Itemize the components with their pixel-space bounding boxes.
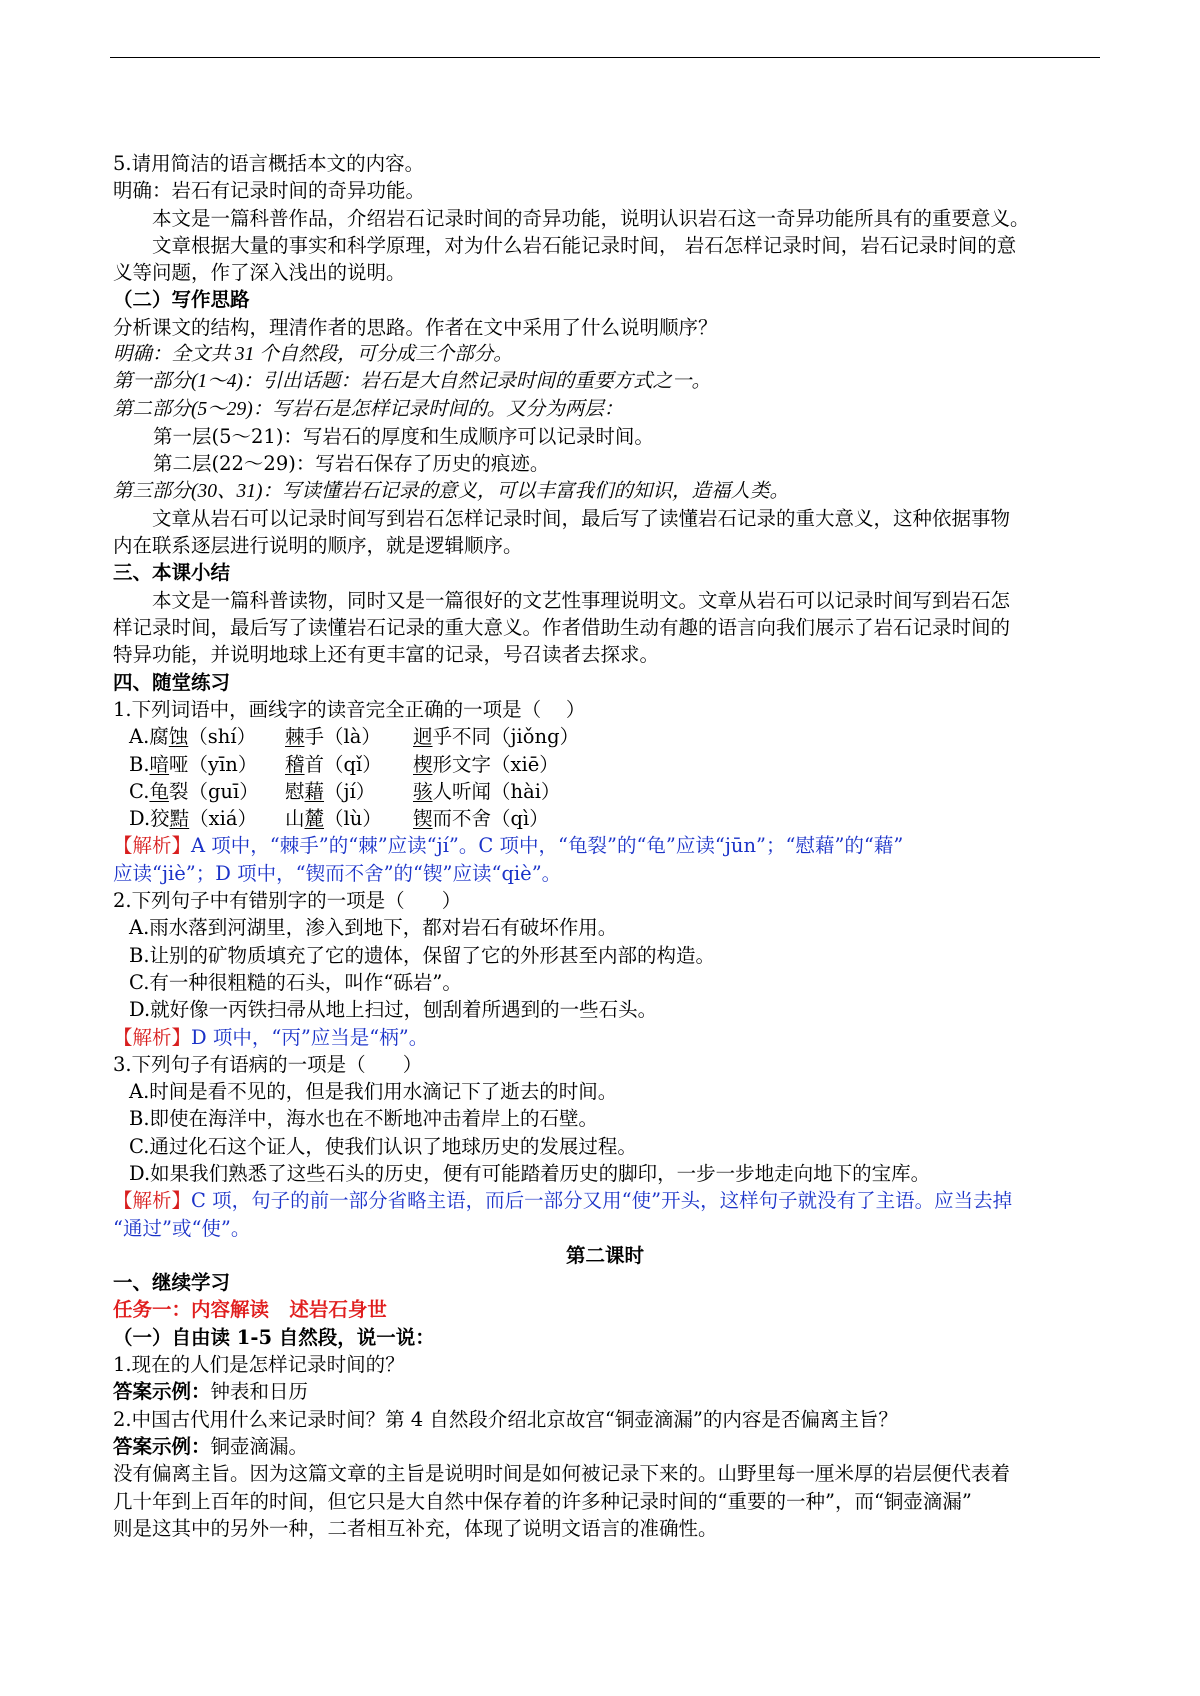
lesson-2-question-1: 1.现在的人们是怎样记录时间的？: [113, 1353, 405, 1377]
exercise-3-analysis: [113, 1187, 1097, 1214]
paragraph: 文章根据大量的事实和科学原理，对为什么岩石能记录时间， 岩石怎样记录时间，岩石记录时间的意: [152, 233, 1017, 257]
text: 而不舍（qì）: [432, 807, 549, 831]
text: （jí）: [324, 779, 376, 803]
underlined-char: 蚀: [168, 725, 189, 749]
task-heading: 任务一：内容解读 述岩石身世: [113, 1298, 387, 1322]
document-body: [113, 150, 1097, 1542]
text: 手（là）: [304, 725, 381, 749]
analysis-tag: 【解析】: [113, 1025, 192, 1049]
underlined-char: 黠: [169, 807, 190, 831]
section-heading: 三、本课小结: [113, 561, 231, 585]
text: 慰: [285, 779, 305, 803]
text: 首（qǐ）: [304, 752, 382, 776]
underlined-char: 麓: [304, 807, 325, 831]
paragraph: 本文是一篇科普读物，同时又是一篇很好的文艺性事理说明文。文章从岩石可以记录时间写到岩石怎: [152, 588, 1011, 612]
exercise-3-option-d: D.如果我们熟悉了这些石头的历史，便有可能踏着历史的脚印，一步一步地走向地下的宝库。: [129, 1161, 931, 1185]
text: （shí）: [188, 725, 257, 749]
underlined-char: 楔: [413, 752, 433, 776]
lesson-2-answer-2: [113, 1433, 1097, 1460]
paragraph: 内在联系逐层进行说明的顺序，就是逻辑顺序。: [113, 534, 523, 558]
text: （lù）: [324, 807, 382, 831]
paragraph: 义等问题，作了深入浅出的说明。: [113, 261, 406, 285]
structure-part-1: 第一部分(1～4)：引出话题：岩石是大自然记录时间的重要方式之一。: [113, 371, 711, 393]
text: D.狡: [129, 807, 170, 831]
lesson-2-answer-1: [113, 1378, 1097, 1405]
answer-text: 铜壶滴漏。: [210, 1434, 309, 1458]
sub-heading: （一）自由读 1-5 自然段，说一说：: [113, 1325, 435, 1349]
text: A.腐: [129, 725, 169, 749]
answer-text: 钟表和日历: [210, 1380, 309, 1404]
text: B.: [129, 752, 150, 776]
exercise-1-analysis-cont: 应读“jiè”；D 项中，“锲而不舍”的“锲”应读“qiè”。: [113, 861, 562, 885]
underlined-char: 喑: [149, 752, 170, 776]
structure-layer-1: 第一层(5～21)：写岩石的厚度和生成顺序可以记录时间。: [153, 424, 654, 448]
analysis-text: D 项中，“丙”应当是“柄”。: [191, 1025, 429, 1049]
text: 山: [285, 807, 305, 831]
underlined-char: 棘: [285, 725, 305, 749]
analysis-tag: 【解析】: [113, 834, 192, 858]
text: C.: [129, 779, 150, 803]
text: 哑（yīn）: [169, 752, 258, 776]
paragraph: 特异功能，并说明地球上还有更丰富的记录，号召读者去探求。: [113, 643, 660, 667]
underlined-char: 龟: [149, 779, 169, 803]
exercise-3-question: 3.下列句子有语病的一项是（ ）: [113, 1052, 423, 1076]
exercise-1-option-d: [113, 805, 1097, 832]
exercise-1-analysis: [113, 832, 1097, 859]
exercise-2-analysis: [113, 1024, 1097, 1051]
underlined-char: 藉: [304, 779, 325, 803]
exercise-3-analysis-cont: “通过”或“使”。: [113, 1216, 251, 1240]
lesson-2-question-2: 2.中国古代用什么来记录时间？第 4 自然段介绍北京故宫“铜壶滴漏”的内容是否偏离主旨？: [113, 1407, 898, 1431]
question-5-answer: 明确：岩石有记录时间的奇异功能。: [113, 179, 426, 203]
paragraph: 则是这其中的另外一种，二者相互补充，体现了说明文语言的准确性。: [113, 1516, 718, 1540]
exercise-2-option-c: C.有一种很粗糙的石头，叫作“砾岩”。: [129, 970, 462, 994]
section-heading: 四、随堂练习: [113, 670, 231, 694]
lesson-2-title: 第二课时: [565, 1243, 644, 1267]
exercise-2-question: 2.下列句子中有错别字的一项是（ ）: [113, 889, 462, 913]
answer-tag: 答案示例：: [113, 1434, 211, 1458]
structure-part-2: 第二部分(5～29)：写岩石是怎样记录时间的。又分为两层：: [113, 398, 624, 420]
section-heading: （二）写作思路: [113, 288, 250, 312]
exercise-2-option-a: A.雨水落到河湖里，渗入到地下，都对岩石有破坏作用。: [129, 916, 618, 940]
analysis-text: A 项中，“棘手”的“棘”应读“jí”。C 项中，“龟裂”的“龟”应读“jūn”；“慰藉”的“藉”: [191, 834, 904, 858]
text: （xiá）: [189, 807, 258, 831]
exercise-2-option-b: B.让别的矿物质填充了它的遗体，保留了它的外形甚至内部的构造。: [129, 943, 716, 967]
paragraph: 样记录时间，最后写了读懂岩石记录的重大意义。作者借助生动有趣的语言向我们展示了岩石记录时间的: [113, 616, 1011, 640]
underlined-char: 稽: [285, 752, 305, 776]
exercise-1-option-b: [113, 751, 1097, 778]
underlined-char: 锲: [413, 807, 433, 831]
exercise-1-question: 1.下列词语中，画线字的读音完全正确的一项是（ ）: [113, 697, 586, 721]
text: 形文字（xiē）: [432, 752, 559, 776]
text: 裂（guī）: [168, 779, 259, 803]
paragraph: 文章从岩石可以记录时间写到岩石怎样记录时间，最后写了读懂岩石记录的重大意义，这种依据事物: [152, 506, 1011, 530]
structure-layer-2: 第二层(22～29)：写岩石保存了历史的痕迹。: [153, 452, 550, 476]
analysis-text: C 项，句子的前一部分省略主语，而后一部分又用“使”开头，这样句子就没有了主语。应当去掉: [191, 1189, 1013, 1213]
analysis-tag: 【解析】: [113, 1189, 192, 1213]
header-rule: [110, 57, 1100, 58]
exercise-3-option-a: A.时间是看不见的，但是我们用水滴记下了逝去的时间。: [129, 1080, 618, 1104]
section-heading: 一、继续学习: [113, 1271, 231, 1295]
paragraph: 本文是一篇科普作品，介绍岩石记录时间的奇异功能，说明认识岩石这一奇异功能所具有的重要意义。: [152, 206, 1030, 230]
answer-tag: 答案示例：: [113, 1380, 211, 1404]
exercise-1-option-a: [113, 723, 1097, 750]
exercise-1-option-c: [113, 778, 1097, 805]
answer: 明确：全文共 31 个自然段，可分成三个部分。: [113, 344, 513, 366]
exercise-2-option-d: D.就好像一丙铁扫帚从地上扫过，刨刮着所遇到的一些石头。: [129, 998, 658, 1022]
question-5: 5.请用简洁的语言概括本文的内容。: [113, 152, 425, 175]
exercise-3-option-c: C.通过化石这个证人，使我们认识了地球历史的发展过程。: [129, 1134, 637, 1158]
question: 分析课文的结构，理清作者的思路。作者在文中采用了什么说明顺序？: [113, 315, 718, 339]
text: 乎不同（jiǒng）: [432, 725, 580, 749]
text: 人听闻（hài）: [432, 779, 561, 803]
exercise-3-option-b: B.即使在海洋中，海水也在不断地冲击着岸上的石壁。: [129, 1107, 599, 1131]
paragraph: 几十年到上百年的时间，但它只是大自然中保存着的许多种记录时间的“重要的一种”，而“铜壶滴漏”: [113, 1489, 972, 1513]
paragraph: 没有偏离主旨。因为这篇文章的主旨是说明时间是如何被记录下来的。山野里每一厘米厚的岩层便代表着: [113, 1462, 1011, 1486]
structure-part-3: 第三部分(30、31)：写读懂岩石记录的意义，可以丰富我们的知识，造福人类。: [113, 480, 789, 502]
underlined-char: 骇: [413, 779, 433, 803]
underlined-char: 迥: [413, 725, 433, 749]
